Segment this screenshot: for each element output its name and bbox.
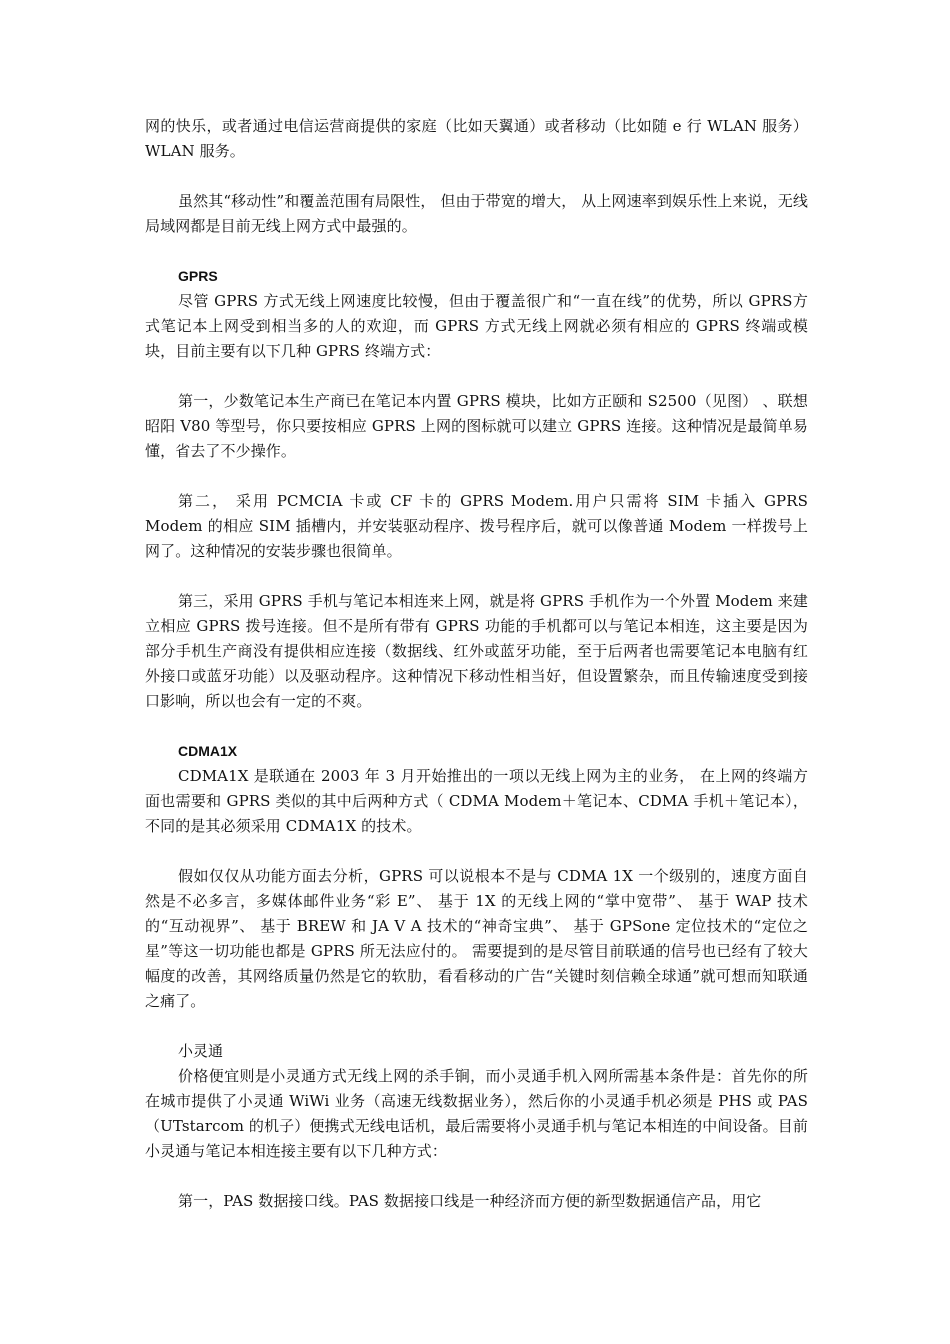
paragraph-phs-intro: 价格便宜则是小灵通方式无线上网的杀手锏，而小灵通手机入网所需基本条件是：首先你的所在城市提供了小灵通 WiWi 业务（高速无线数据业务），然后你的小灵通手机必须是 PHS 或 PAS（UTstarcom 的机子）便携式无线电话机，最后需要将小灵通手机与笔记本相连的中间设备。目前小灵通与笔记本相连接主要有以下几种方式： [145,1067,808,1160]
paragraph-cdma-comparison: 假如仅仅从功能方面去分析，GPRS 可以说根本不是与 CDMA 1X 一个级别的，速度方面自然是不必多言，多媒体邮件业务“彩 E”、 基于 1X 的无线上网的“掌中宽带”、 基于 WAP 技术的“互动视界”、 基于 BREW 和 JA V A 技术的“神奇宝典”、 基于 GPSone 定位技术的“定位之星”等这一切功能也都是 GPRS 所无法应付的。 需要提到的是尽管目前联通的信号也已经有了较大幅度的改善，其网络质量仍然是它的软肋，看看移动的广告“关键时刻信赖全球通”就可想而知联通之痛了。 [145,867,808,1010]
spacer [145,364,808,389]
spacer [145,714,808,739]
paragraph-wlan-summary: 虽然其“移动性”和覆盖范围有局限性， 但由于带宽的增大， 从上网速率到娱乐性上来说，无线局域网都是目前无线上网方式中最强的。 [145,192,808,235]
spacer [145,839,808,864]
document-page [145,114,808,1214]
heading-cdma1x: CDMA1X [178,743,238,759]
heading-phs: 小灵通 [178,1042,224,1060]
paragraph-wlan-service: 网的快乐，或者通过电信运营商提供的家庭（比如天翼通）或者移动（比如随 e 行 WLAN 服务）WLAN 服务。 [145,117,808,160]
spacer [145,164,808,189]
paragraph-phs-first: 第一，PAS 数据接口线。PAS 数据接口线是一种经济而方便的新型数据通信产品，用它 [178,1192,762,1210]
paragraph-gprs-second: 第二， 采用 PCMCIA 卡或 CF 卡的 GPRS Modem.用户只需将 SIM 卡插入 GPRS Modem 的相应 SIM 插槽内，并安装驱动程序、拨号程序后，就可以像普通 Modem 一样拨号上网了。这种情况的安装步骤也很简单。 [145,492,808,560]
heading-gprs: GPRS [178,268,218,284]
paragraph-gprs-third: 第三，采用 GPRS 手机与笔记本相连来上网，就是将 GPRS 手机作为一个外置 Modem 来建立相应 GPRS 拨号连接。但不是所有带有 GPRS 功能的手机都可以与笔记本相连，这主要是因为部分手机生产商没有提供相应连接（数据线、红外或蓝牙功能，至于后两者也需要笔记本电脑有红外接口或蓝牙功能）以及驱动程序。这种情况下移动性相当好，但设置繁杂，而且传输速度受到接口影响，所以也会有一定的不爽。 [145,592,808,710]
spacer [145,464,808,489]
paragraph-gprs-intro: 尽管 GPRS 方式无线上网速度比较慢，但由于覆盖很广和“一直在线”的优势，所以 GPRS方式笔记本上网受到相当多的人的欢迎，而 GPRS 方式无线上网就必须有相应的 GPRS 终端或模块，目前主要有以下几种 GPRS 终端方式： [145,292,808,360]
paragraph-cdma-intro: CDMA1X 是联通在 2003 年 3 月开始推出的一项以无线上网为主的业务， 在上网的终端方面也需要和 GPRS 类似的其中后两种方式（ CDMA Modem＋笔记本、CDMA 手机＋笔记本），不同的是其必须采用 CDMA1X 的技术。 [145,767,808,835]
paragraph-gprs-first: 第一，少数笔记本生产商已在笔记本内置 GPRS 模块，比如方正颐和 S2500（见图） 、联想昭阳 V80 等型号，你只要按相应 GPRS 上网的图标就可以建立 GPRS 连接。这种情况是最简单易懂，省去了不少操作。 [145,392,808,460]
spacer [145,239,808,264]
spacer [145,1014,808,1039]
spacer [145,1164,808,1189]
spacer [145,564,808,589]
